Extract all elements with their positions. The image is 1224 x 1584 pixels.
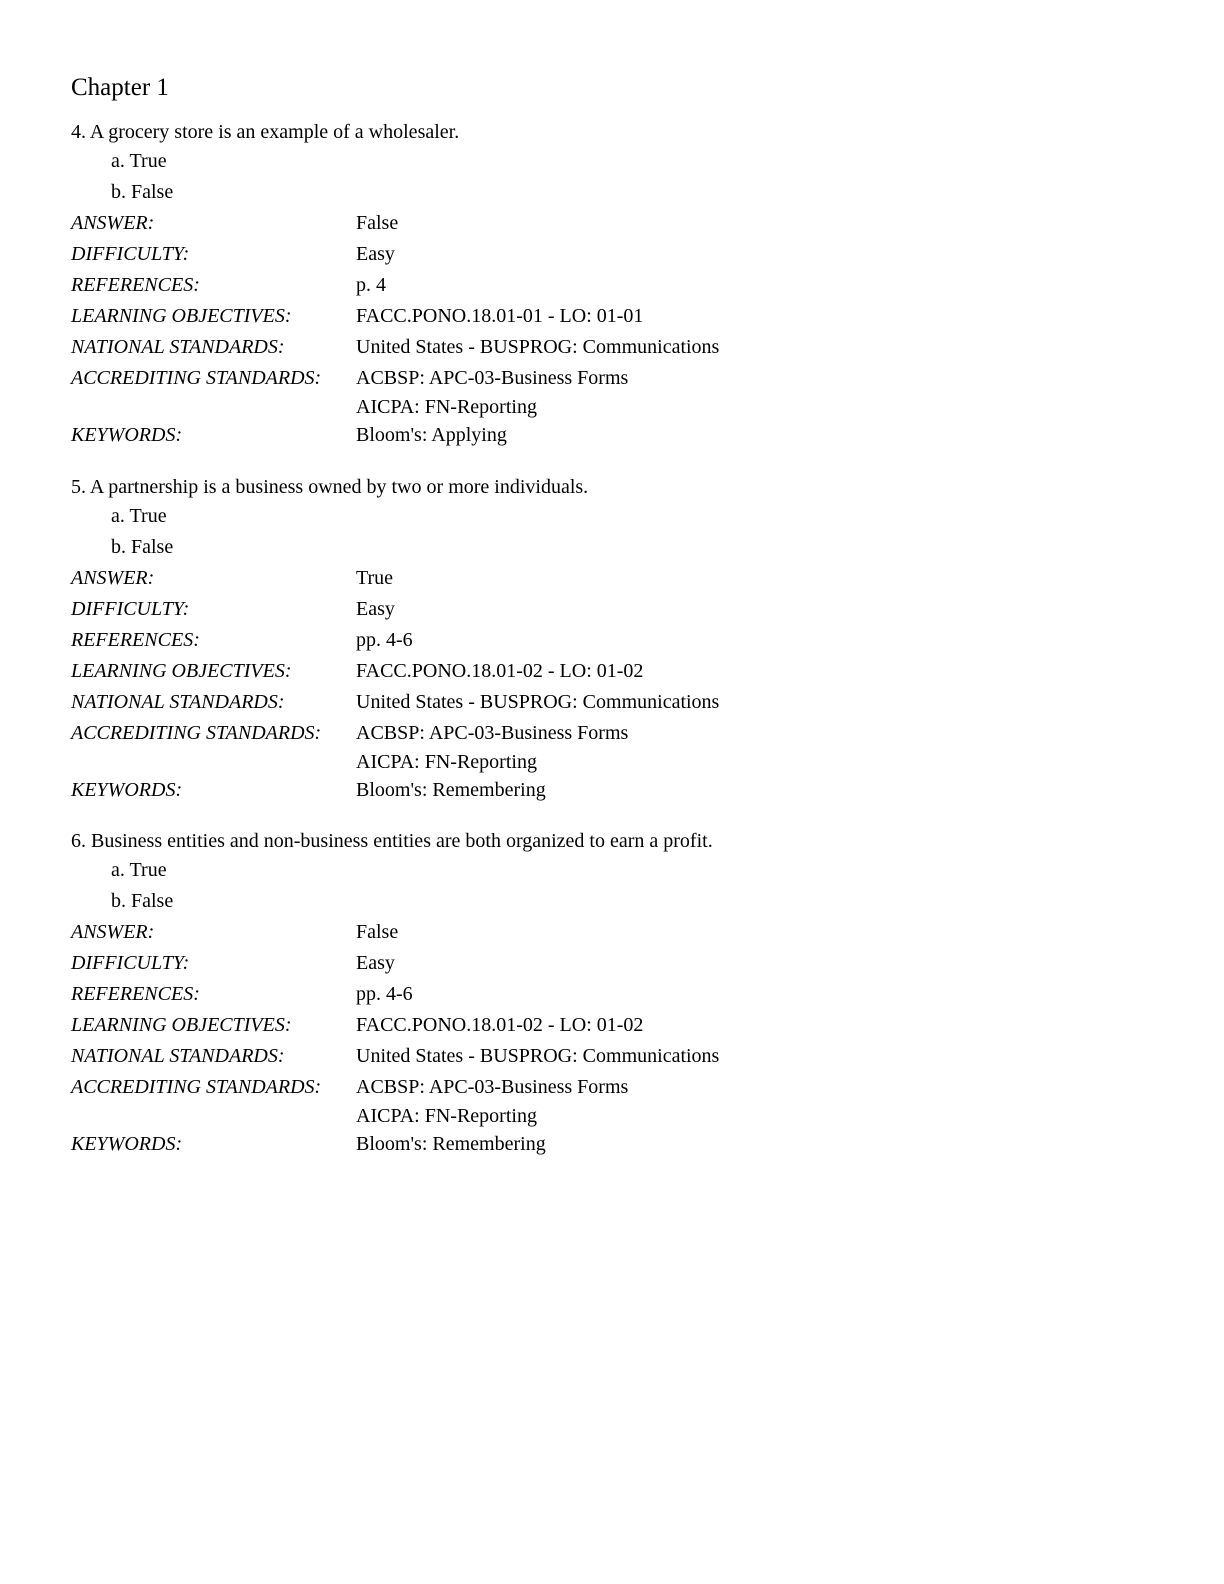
option-true: a. True — [111, 505, 167, 527]
difficulty-row — [71, 594, 1171, 625]
keywords-value: Bloom's: Remembering — [356, 779, 546, 801]
national-standards-value: United States - BUSPROG: Communications — [356, 336, 720, 358]
option-false: b. False — [111, 181, 174, 203]
answer-value: False — [356, 212, 399, 234]
option-true: a. True — [111, 150, 167, 172]
difficulty-label: DIFFICULTY: — [71, 243, 190, 265]
keywords-label: KEYWORDS: — [71, 424, 183, 446]
accrediting-standard: ACBSP: APC-03-Business Forms — [356, 1076, 629, 1098]
learning-objectives-value: FACC.PONO.18.01-01 - LO: 01-01 — [356, 305, 644, 327]
accrediting-standard: ACBSP: APC-03-Business Forms — [356, 722, 629, 744]
question-4 — [71, 118, 1171, 451]
learning-objectives-value: FACC.PONO.18.01-02 - LO: 01-02 — [356, 1014, 644, 1036]
learning-objectives-value: FACC.PONO.18.01-02 - LO: 01-02 — [356, 660, 644, 682]
answer-row — [71, 208, 1171, 239]
references-label: REFERENCES: — [71, 274, 200, 296]
keywords-label: KEYWORDS: — [71, 779, 183, 801]
learning-objectives-label: LEARNING OBJECTIVES: — [71, 305, 292, 327]
answer-row — [71, 917, 1171, 948]
question-5 — [71, 473, 1171, 806]
keywords-label: KEYWORDS: — [71, 1133, 183, 1155]
answer-value: False — [356, 921, 399, 943]
difficulty-row — [71, 948, 1171, 979]
accrediting-standard: ACBSP: APC-03-Business Forms — [356, 367, 629, 389]
accrediting-standards-label: ACCREDITING STANDARDS: — [71, 1076, 322, 1098]
option-true: a. True — [111, 859, 167, 881]
national-standards-row — [71, 332, 1171, 363]
learning-objectives-row — [71, 1010, 1171, 1041]
references-row — [71, 979, 1171, 1010]
answer-row — [71, 563, 1171, 594]
keywords-row — [71, 1129, 1171, 1160]
national-standards-label: NATIONAL STANDARDS: — [71, 336, 285, 358]
learning-objectives-row — [71, 656, 1171, 687]
answer-label: ANSWER: — [71, 921, 155, 943]
learning-objectives-label: LEARNING OBJECTIVES: — [71, 1014, 292, 1036]
accrediting-standards-values — [356, 363, 628, 420]
accrediting-standards-label: ACCREDITING STANDARDS: — [71, 722, 322, 744]
keywords-value: Bloom's: Remembering — [356, 1133, 546, 1155]
accrediting-standards-label: ACCREDITING STANDARDS: — [71, 367, 322, 389]
national-standards-label: NATIONAL STANDARDS: — [71, 691, 285, 713]
national-standards-label: NATIONAL STANDARDS: — [71, 1045, 285, 1067]
difficulty-label: DIFFICULTY: — [71, 952, 190, 974]
references-value: pp. 4-6 — [356, 629, 413, 651]
difficulty-value: Easy — [356, 952, 395, 974]
references-label: REFERENCES: — [71, 983, 200, 1005]
keywords-row — [71, 775, 1171, 806]
national-standards-value: United States - BUSPROG: Communications — [356, 1045, 720, 1067]
question-6 — [71, 827, 1171, 1160]
difficulty-label: DIFFICULTY: — [71, 598, 190, 620]
accrediting-standards-values — [356, 1072, 628, 1129]
answer-value: True — [356, 567, 394, 589]
chapter-title: Chapter 1 — [71, 74, 169, 101]
accrediting-standards-row — [71, 363, 1171, 420]
accrediting-standards-row — [71, 1072, 1171, 1129]
accrediting-standard: AICPA: FN-Reporting — [356, 396, 537, 418]
accrediting-standard: AICPA: FN-Reporting — [356, 751, 537, 773]
question-text: 5. A partnership is a business owned by two or more individuals. — [71, 476, 589, 498]
learning-objectives-row — [71, 301, 1171, 332]
option-false: b. False — [111, 536, 174, 558]
references-label: REFERENCES: — [71, 629, 200, 651]
references-row — [71, 270, 1171, 301]
references-value: p. 4 — [356, 274, 386, 296]
national-standards-row — [71, 1041, 1171, 1072]
answer-label: ANSWER: — [71, 567, 155, 589]
keywords-row — [71, 420, 1171, 451]
references-value: pp. 4-6 — [356, 983, 413, 1005]
accrediting-standard: AICPA: FN-Reporting — [356, 1105, 537, 1127]
national-standards-row — [71, 687, 1171, 718]
option-false: b. False — [111, 890, 174, 912]
difficulty-row — [71, 239, 1171, 270]
references-row — [71, 625, 1171, 656]
accrediting-standards-values — [356, 718, 628, 775]
learning-objectives-label: LEARNING OBJECTIVES: — [71, 660, 292, 682]
question-text: 4. A grocery store is an example of a wholesaler. — [71, 121, 460, 143]
difficulty-value: Easy — [356, 598, 395, 620]
national-standards-value: United States - BUSPROG: Communications — [356, 691, 720, 713]
accrediting-standards-row — [71, 718, 1171, 775]
question-text: 6. Business entities and non-business entities are both organized to earn a profit. — [71, 830, 713, 852]
keywords-value: Bloom's: Applying — [356, 424, 507, 446]
difficulty-value: Easy — [356, 243, 395, 265]
answer-label: ANSWER: — [71, 212, 155, 234]
